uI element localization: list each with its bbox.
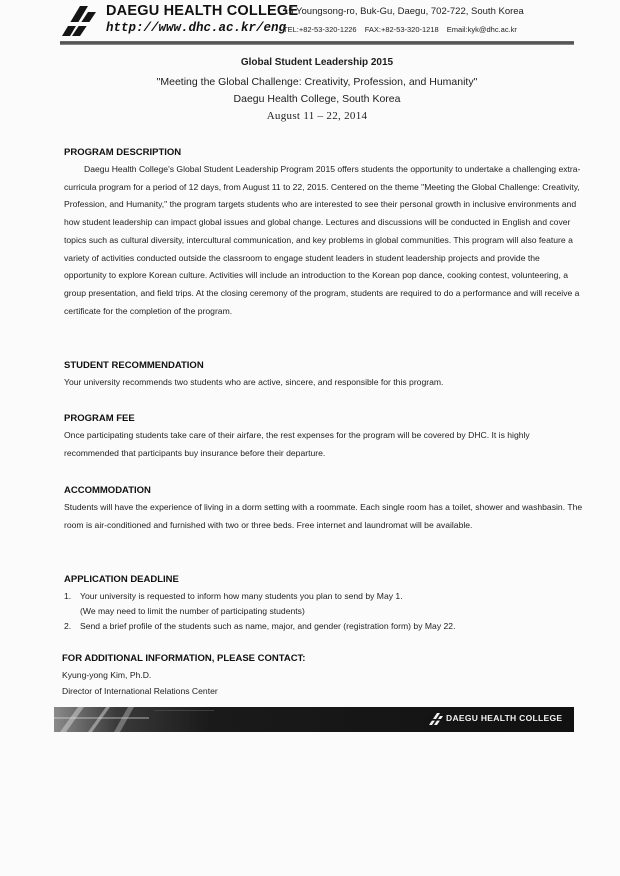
section-heading: FOR ADDITIONAL INFORMATION, PLEASE CONTACT: <box>62 653 306 664</box>
college-name: DAEGU HEALTH COLLEGE <box>106 3 299 19</box>
section-heading: APPLICATION DEADLINE <box>64 574 179 585</box>
section-body: Your university recommends two students who are active, sincere, and responsible for this program. <box>64 377 444 387</box>
deadline-list <box>64 589 584 634</box>
title-block <box>60 56 574 125</box>
footer-logo-icon <box>428 712 444 726</box>
section-heading: PROGRAM DESCRIPTION <box>64 147 182 158</box>
list-number: 1. <box>64 591 72 601</box>
document-location: Daegu Health College, South Korea <box>233 93 401 105</box>
college-address: 15 Youngsong-ro, Buk-Gu, Daegu, 702-722, South Korea <box>283 6 524 17</box>
section-heading: ACCOMMODATION <box>64 485 151 496</box>
email-address[interactable]: Email:kyk@dhc.ac.kr <box>446 25 517 34</box>
list-item-note: (We may need to limit the number of participating students) <box>80 606 305 616</box>
telephone-number: TEL:+82-53-320-1226 <box>283 25 357 34</box>
list-item <box>64 619 584 634</box>
footer-college-name: DAEGU HEALTH COLLEGE <box>446 713 563 723</box>
document-dates: August 11 – 22, 2014 <box>266 110 368 122</box>
header-contact-line <box>283 25 523 34</box>
list-item <box>64 589 584 619</box>
document-subtitle: "Meeting the Global Challenge: Creativity, Profession, and Humanity" <box>156 76 478 88</box>
section-application-deadline <box>64 574 584 634</box>
list-item-text: Send a brief profile of the students such as name, major, and gender (registration form) by May 22. <box>80 621 456 631</box>
section-contact <box>62 653 582 699</box>
section-heading: STUDENT RECOMMENDATION <box>64 360 204 371</box>
section-program-fee <box>64 413 584 462</box>
section-accommodation <box>64 485 584 534</box>
fax-number: FAX:+82-53-320-1218 <box>364 25 439 34</box>
list-item-text: Your university is requested to inform how many students you plan to send by May 1. <box>80 591 403 601</box>
section-heading: PROGRAM FEE <box>64 413 135 424</box>
college-logo-icon <box>58 2 98 40</box>
college-url[interactable]: http://www.dhc.ac.kr/eng <box>106 21 287 35</box>
document-title: Global Student Leadership 2015 <box>240 57 394 68</box>
contact-role: Director of International Relations Center <box>62 686 218 696</box>
contact-name: Kyung-yong Kim, Ph.D. <box>62 670 152 680</box>
section-body: Students will have the experience of living in a dorm setting with a roommate. Each single room has a toilet, shower and washbasin. The room is air-conditioned and furnished with two or three beds. Free internet and laundromat will be available. <box>64 502 583 530</box>
section-student-recommendation <box>64 360 584 392</box>
header-divider <box>60 41 574 45</box>
list-number: 2. <box>64 621 72 631</box>
section-program-description <box>64 147 584 320</box>
section-body: Once participating students take care of their airfare, the rest expenses for the program will be covered by DHC. It is highly recommended that participants buy insurance before their departure. <box>64 430 530 458</box>
section-body: Daegu Health College's Global Student Leadership Program 2015 offers students the opportunity to undertake a challenging extra-curricula program for a period of 12 days, from August 11 to 22, 2015. Centered on the theme "Meeting the Global Challenge: Creativity, Profession, and Humanity," the program targets students who are interested to see their personal growth in inclusive environments and how student leadership can impact global issues and global change. Lectures and discussions will be conducted in English and cover topics such as cultural diversity, intercultural communication, and key problems in global communities. This program will also feature a variety of activities conducted outside the classroom to engage student leaders in student leadership projects and provide the opportunity to explore Korean culture. Activities will include an introduction to the Korean pop dance, cooking contest, volunteering, a group presentation, and field trips. At the closing ceremony of the program, students are required to do a performance and will receive a certificate for the completion of the program. <box>64 164 581 316</box>
